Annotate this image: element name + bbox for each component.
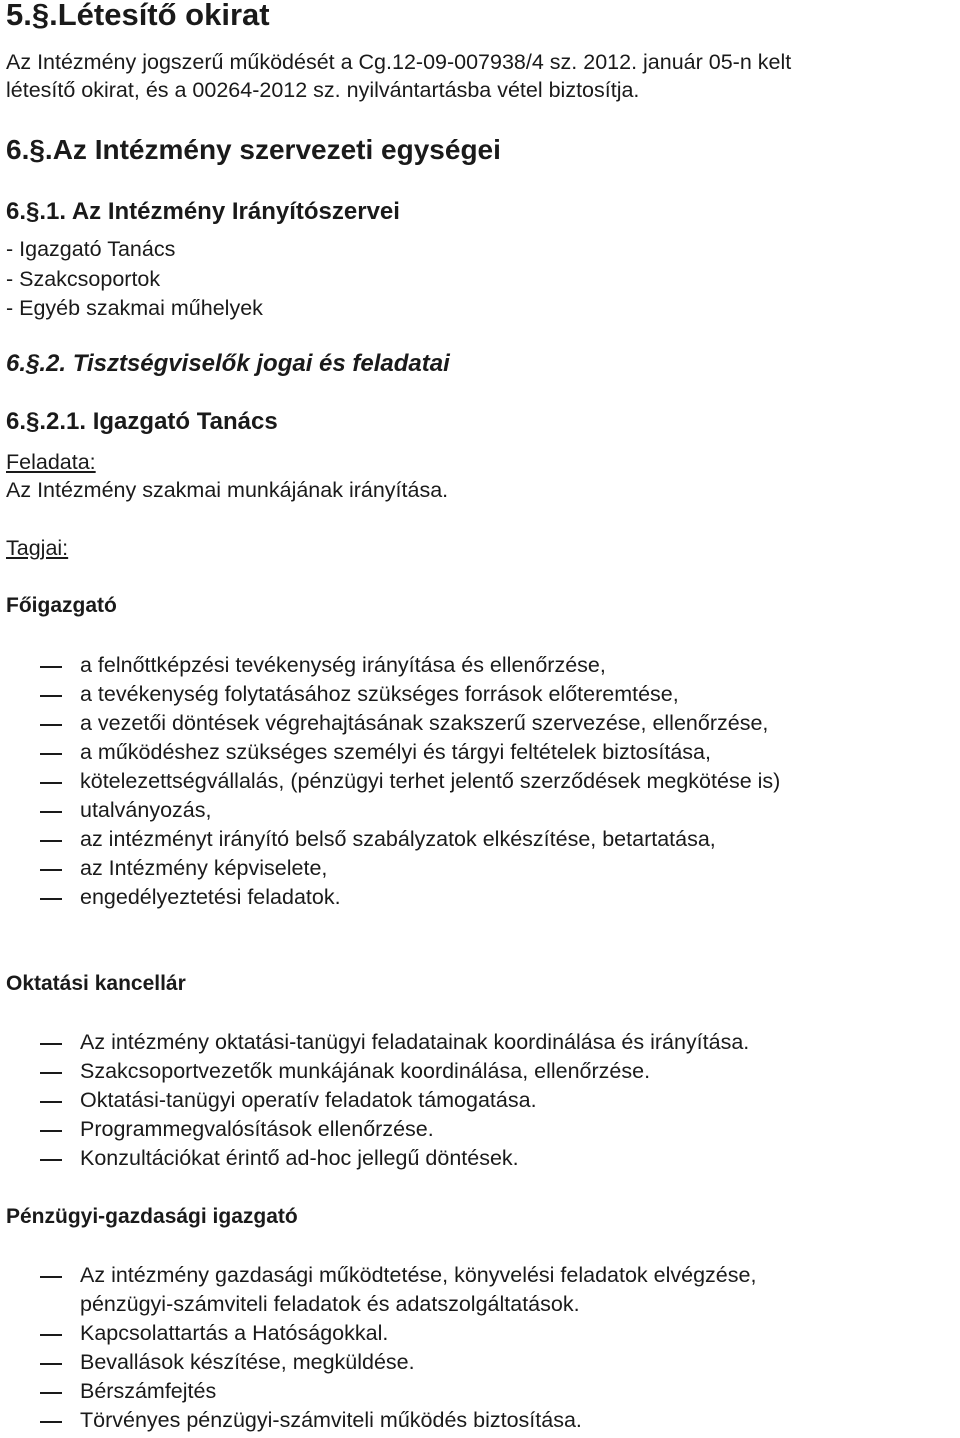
list-item: a felnőttképzési tevékenység irányítása és ellenőrzése, bbox=[6, 651, 956, 680]
dash-bullet-icon bbox=[40, 782, 62, 784]
kancellar-list bbox=[6, 1028, 956, 1173]
section-6-2-1-heading: 6.§.2.1. Igazgató Tanács bbox=[6, 408, 278, 435]
list-item: Az intézmény oktatási-tanügyi feladatainak koordinálása és irányítása. bbox=[6, 1028, 956, 1057]
foigazgato-list bbox=[6, 651, 956, 912]
dash-bullet-icon bbox=[40, 1276, 62, 1278]
dash-bullet-icon bbox=[40, 1101, 62, 1103]
section-5-line-1: Az Intézmény jogszerű működését a Cg.12-09-007938/4 sz. 2012. január 05-n kelt bbox=[6, 50, 792, 74]
list-item: Programmegvalósítások ellenőrzése. bbox=[6, 1115, 956, 1144]
kancellar-title: Oktatási kancellár bbox=[6, 972, 186, 995]
list-item: Oktatási-tanügyi operatív feladatok támogatása. bbox=[6, 1086, 956, 1115]
list-item: az intézményt irányító belső szabályzatok elkészítése, betartatása, bbox=[6, 825, 956, 854]
list-item: kötelezettségvállalás, (pénzügyi terhet jelentő szerződések megkötése is) bbox=[6, 767, 956, 796]
section-6-2-heading: 6.§.2. Tisztségviselők jogai és feladatai bbox=[6, 350, 450, 377]
dash-bullet-icon bbox=[40, 1421, 62, 1423]
list-item: a tevékenység folytatásához szükséges források előteremtése, bbox=[6, 680, 956, 709]
dash-bullet-icon bbox=[40, 840, 62, 842]
section-6-heading: 6.§.Az Intézmény szervezeti egységei bbox=[6, 134, 501, 165]
list-item: Kapcsolattartás a Hatóságokkal. bbox=[6, 1319, 956, 1348]
list-item: Bérszámfejtés bbox=[6, 1377, 956, 1406]
list-item-continuation: pénzügyi-számviteli feladatok és adatszolgáltatások. bbox=[80, 1292, 580, 1316]
list-item: a működéshez szükséges személyi és tárgyi feltételek biztosítása, bbox=[6, 738, 956, 767]
tagjai-label: Tagjai: bbox=[6, 536, 69, 560]
dash-bullet-icon bbox=[40, 1334, 62, 1336]
dash-bullet-icon bbox=[40, 1072, 62, 1074]
feladata-label: Feladata: bbox=[6, 450, 96, 474]
list-item: Konzultációkat érintő ad-hoc jellegű döntések. bbox=[6, 1144, 956, 1173]
list-item: Az intézmény gazdasági működtetése, könyvelési feladatok elvégzése, bbox=[6, 1261, 956, 1290]
section-5-heading: 5.§.Létesítő okirat bbox=[6, 0, 270, 32]
irany-item-1: - Igazgató Tanács bbox=[6, 237, 176, 261]
list-item: engedélyeztetési feladatok. bbox=[6, 883, 956, 912]
section-5-line-2: létesítő okirat, és a 00264-2012 sz. nyilvántartásba vétel biztosítja. bbox=[6, 78, 640, 102]
dash-bullet-icon bbox=[40, 869, 62, 871]
dash-bullet-icon bbox=[40, 1043, 62, 1045]
foigazgato-title: Főigazgató bbox=[6, 594, 117, 617]
dash-bullet-icon bbox=[40, 811, 62, 813]
dash-bullet-icon bbox=[40, 1130, 62, 1132]
section-6-1-heading: 6.§.1. Az Intézmény Irányítószervei bbox=[6, 198, 400, 225]
list-item: az Intézmény képviselete, bbox=[6, 854, 956, 883]
list-item: Törvényes pénzügyi-számviteli működés biztosítása. bbox=[6, 1406, 956, 1435]
irany-item-2: - Szakcsoportok bbox=[6, 267, 161, 291]
list-item: Szakcsoportvezetők munkájának koordinálása, ellenőrzése. bbox=[6, 1057, 956, 1086]
dash-bullet-icon bbox=[40, 666, 62, 668]
dash-bullet-icon bbox=[40, 1159, 62, 1161]
penzugyi-title: Pénzügyi-gazdasági igazgató bbox=[6, 1205, 298, 1228]
list-item: Bevallások készítése, megküldése. bbox=[6, 1348, 956, 1377]
dash-bullet-icon bbox=[40, 1363, 62, 1365]
penzugyi-list bbox=[6, 1261, 956, 1435]
dash-bullet-icon bbox=[40, 898, 62, 900]
feladata-text: Az Intézmény szakmai munkájának irányítása. bbox=[6, 478, 449, 502]
irany-item-3: - Egyéb szakmai műhelyek bbox=[6, 296, 263, 320]
dash-bullet-icon bbox=[40, 1392, 62, 1394]
dash-bullet-icon bbox=[40, 724, 62, 726]
dash-bullet-icon bbox=[40, 695, 62, 697]
list-item: a vezetői döntések végrehajtásának szakszerű szervezése, ellenőrzése, bbox=[6, 709, 956, 738]
list-item: utalványozás, bbox=[6, 796, 956, 825]
dash-bullet-icon bbox=[40, 753, 62, 755]
